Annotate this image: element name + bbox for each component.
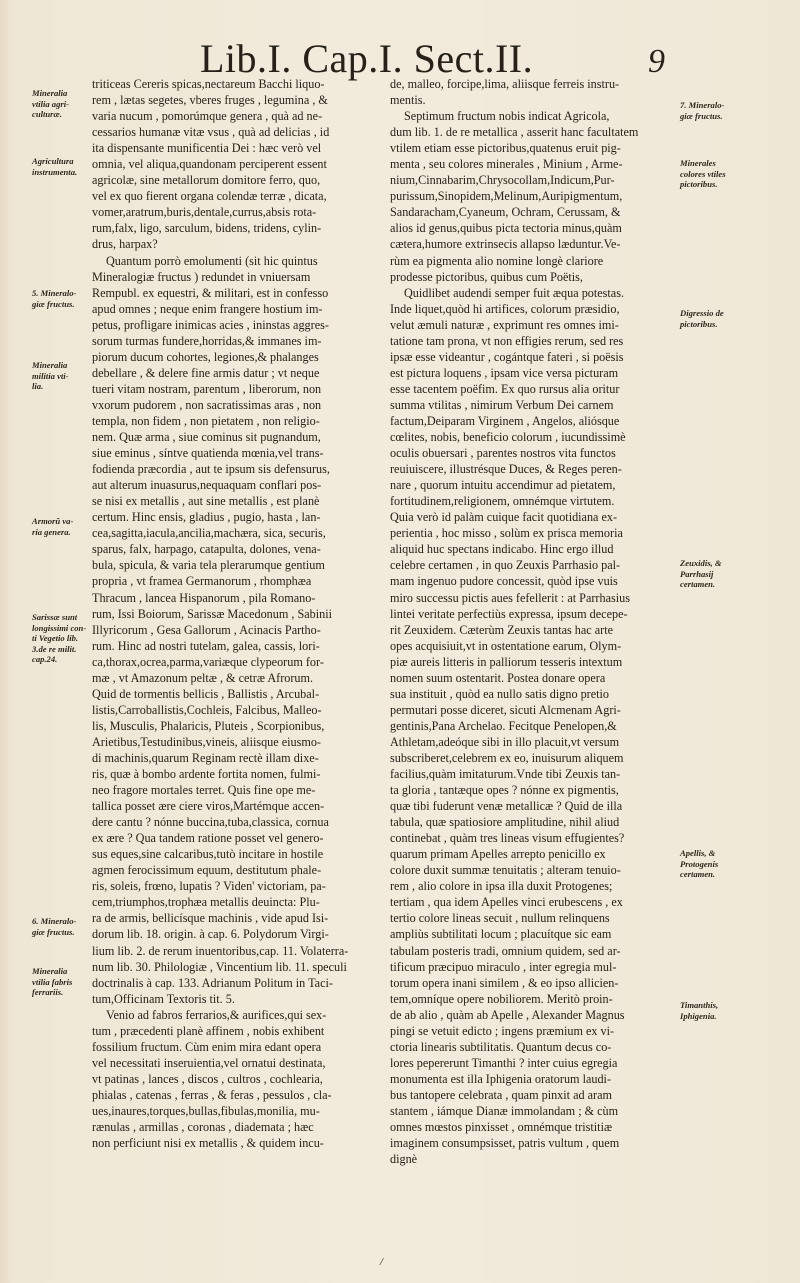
- text-line: ris, soleis, frœno, lupatis ? Viden' victoriam, pa-: [92, 879, 326, 894]
- margin-note-line: militia vti-: [32, 370, 69, 381]
- catchword-mark: /: [380, 1256, 384, 1268]
- text-line: sorum turmas fundere,horridas,& immanes im-: [92, 333, 322, 348]
- margin-note-line: Zeuxidis, &: [680, 558, 722, 568]
- text-line: quæ tibi fuderunt venæ metallicæ ? Quid de illa: [390, 799, 623, 814]
- text-line: vt patinas , lances , discos , cultros , cochlearia,: [92, 1071, 323, 1086]
- text-line: Venio ad fabros ferrarios,& aurifices,qui sex-: [106, 1007, 327, 1022]
- text-line: ampliùs subtilitati locum ; placuítque sic eam: [390, 927, 612, 942]
- margin-note-line: ferrariis.: [32, 987, 64, 998]
- margin-note-line: 3.de re milit.: [32, 643, 77, 654]
- margin-note-line: pictoribus.: [680, 318, 718, 329]
- text-line: certum. Hinc ensis, gladius , pugio, hasta , lan-: [92, 510, 321, 525]
- text-line: summa vtilitas , nimirum Verbum Dei carnem: [390, 397, 614, 412]
- text-line: subscriberet,celebrem ex eo, inuisurum aliquem: [390, 750, 624, 765]
- text-line: fortitudinem,religionem, omnémque virtutem.: [390, 494, 615, 509]
- text-line: vel ex quo fierent organa colendæ terræ , dicata,: [92, 189, 327, 204]
- text-line: torum opera inani similem , & eo ipso allicien-: [390, 975, 619, 990]
- text-line: miro successu pictis aues fefellerit : at Parrhasius: [390, 590, 630, 605]
- text-line: tallica posset ære ciere viros,Martémque accen-: [92, 799, 325, 814]
- margin-note-line: Digressio de: [680, 308, 724, 318]
- margin-note-mn-r1: [680, 100, 746, 121]
- text-line: permutari posse diceret, sicuti Alcmenam Agri-: [390, 702, 621, 717]
- text-line: ex ære ? Qua tandem ratione posset vel genero-: [92, 831, 324, 846]
- margin-note-line: Parrhasij: [680, 568, 714, 579]
- text-line: ctoria linearis subtilitatis. Quantum decus co-: [390, 1039, 612, 1054]
- text-line: vomer,aratrum,buris,dentale,currus,absis rota-: [92, 205, 317, 220]
- margin-note-mn-l1: [32, 88, 90, 120]
- margin-note-line: Apellis, &: [680, 848, 716, 858]
- text-line: nium,Cinnabarim,Chrysocollam,Indicum,Pur-: [390, 173, 615, 188]
- margin-note-line: 7. Mineralo-: [680, 100, 725, 110]
- margin-note-line: Protogenis: [680, 858, 719, 869]
- text-line: prodesse pictoribus, quibus cum Poëtis,: [390, 269, 583, 284]
- text-line: tabulam posteris tradi, omnium quidem, sed ar-: [390, 943, 621, 958]
- text-line: ues,inaures,torques,bullas,fibulas,monilia, mu-: [92, 1104, 320, 1118]
- margin-note-line: certamen.: [680, 579, 716, 590]
- text-line: listis,Carroballistis,Cochleis, Falcibus, Malleo-: [92, 702, 322, 717]
- text-line: fossilium fructum. Cùm enim mira edant opera: [92, 1039, 322, 1054]
- text-line: sparus, falx, harpago, catapulta, dolones, vena-: [92, 542, 321, 557]
- text-line: monumenta est illa Iphigenia oratorum laudi-: [390, 1071, 612, 1086]
- text-line: dignè: [390, 1152, 418, 1167]
- margin-note-line: pictoribus.: [680, 179, 718, 190]
- text-line: fodienda præcordia , aut te ipsum sis defensurus,: [92, 462, 330, 477]
- margin-note-line: giæ fructus.: [32, 298, 75, 309]
- text-line: Quantum porrò emolumenti (sit hic quintus: [106, 253, 318, 268]
- text-line: cessarios humanæ vitæ vsus , quà ad delicias , id: [92, 125, 330, 140]
- text-line: aut alterum inuasurus,nequaquam conflari pos-: [92, 478, 322, 493]
- text-line: drus, harpax?: [92, 237, 158, 252]
- text-line: tertiam , qua idem Apelles vinci erubescens , ex: [390, 895, 623, 910]
- text-line: piæ aureis litteris in palliorum tesseris intextum: [390, 654, 623, 669]
- text-line: factum,Deiparam Virginem , Angelos, aliósque: [390, 413, 620, 428]
- text-line: est pictura loquens , ipsam vice versa picturam: [390, 365, 619, 380]
- text-line: celebre certamen , in quo Zeuxis Parrhasio pal-: [390, 558, 621, 573]
- text-line: aliquid huc spectans indicabo. Hinc ergo illud: [390, 542, 614, 557]
- text-line: nem. Quæ arma , siue cominus sit pugnandum,: [92, 430, 321, 445]
- text-line: sua instituit , quòd ea nullo satis digno pretio: [390, 686, 610, 701]
- text-line: perientia , hoc misso , solùm ex prisca memoria: [390, 526, 623, 541]
- text-line: de ab alio , quàm ab Apelle , Alexander Magnus: [390, 1007, 625, 1022]
- text-line: se nisi ex metallis , aut sine metallis , est planè: [92, 494, 320, 509]
- margin-note-mn-r3: [680, 308, 746, 329]
- text-line: ita dispensante munificentia Dei : hæc verò vel: [92, 141, 322, 156]
- text-line: lores pepererunt Timanthi ? inter cuius egregia: [390, 1055, 618, 1070]
- text-line: Septimum fructum nobis indicat Agricola,: [404, 109, 610, 124]
- margin-note-line: lia.: [32, 381, 44, 392]
- margin-note-mn-r6: [680, 1000, 746, 1021]
- text-line: Quia verò id palàm cuique facit quotidiana ex-: [390, 510, 618, 525]
- text-line: agmen ferocissimum equum, destitutum phale-: [92, 863, 322, 878]
- text-line: doctrinalis à cap. 133. Adrianum Politum in Taci-: [92, 975, 333, 990]
- text-line: debellare , & delere fine armis datur ; vt neque: [92, 365, 320, 380]
- margin-note-line: 6. Mineralo-: [32, 916, 77, 926]
- text-line: varia nucum , pomorúmque genera , quà ad ne-: [92, 109, 323, 124]
- text-line: quarum primam Apelles arrepto penicillo ex: [390, 847, 606, 862]
- text-line: ca,thorax,ocrea,parma,variæque clypeorum for-: [92, 654, 324, 669]
- margin-note-mn-l7: [32, 916, 90, 937]
- margin-note-line: Mineralia: [32, 966, 68, 976]
- right-text-column: [390, 76, 675, 1167]
- margin-note-mn-l8: [32, 966, 90, 998]
- text-line: bus tantopere celebrata , quam pinxit ad aram: [390, 1087, 612, 1102]
- text-line: omnia, vel aliqua,quandonam perciperent essent: [92, 157, 327, 172]
- text-line: tatione tam prona, vt non effigies rerum, sed res: [390, 333, 624, 348]
- margin-note-line: Iphigenia.: [680, 1010, 717, 1021]
- text-line: dere cantu ? nónne buccina,tuba,classica, cornua: [92, 815, 329, 830]
- text-line: tificum præcipuo miraculo , inter egregia mul-: [390, 959, 617, 974]
- text-line: lintei veritate perfectiùs expressa, ipsum decepe-: [390, 606, 628, 621]
- margin-note-line: cap.24.: [32, 654, 58, 665]
- text-line: continebat , quàm tres lineas visum effugientes?: [390, 831, 625, 846]
- page-number: 9: [648, 43, 665, 80]
- text-line: purissum,Sinopidem,Melinum,Auripigmentum,: [390, 189, 623, 204]
- text-line: rum. Hinc ad nostri tutelam, galea, cassis, lori-: [92, 638, 320, 653]
- margin-note-line: Minerales: [680, 158, 716, 168]
- text-line: Thracum , lancea Hispanorum , pila Romano-: [92, 590, 316, 605]
- text-line: pingi se vetuit edicto ; ingens præmium ex vi-: [390, 1023, 615, 1038]
- margin-note-mn-l5: [32, 516, 90, 537]
- text-line: omnes mœstos pinxisset , omnémque tristitiæ: [390, 1120, 613, 1135]
- text-line: mæ , vt Amazonum peltæ , & cetræ Afrorum.: [92, 670, 314, 685]
- margin-note-line: Mineralia: [32, 360, 68, 370]
- text-line: ris, quæ à bombo ardente fortita nomen, fulmi-: [92, 767, 321, 782]
- text-line: rum, Issi Boiorum, Sarissæ Macedonum , Sabinii: [92, 606, 333, 621]
- text-line: nare , quorum intuitu accendimur ad pietatem,: [390, 478, 616, 493]
- margin-note-line: vtilia fabris: [32, 976, 73, 987]
- text-line: cem,triumphos,trophæa metallis deuincta: Plu-: [92, 895, 320, 910]
- text-line: sus eques,sine calcaribus,tutò incitare in hostile: [92, 847, 324, 862]
- text-line: vtilem etiam esse pictoribus,quatenus eruit pig-: [390, 141, 621, 156]
- text-line: di machinis,quarum Reginam rectè illam dixe-: [92, 750, 319, 765]
- margin-note-mn-l6: [32, 612, 90, 665]
- text-line: mentis.: [390, 93, 426, 108]
- text-line: Inde liquet,quòd hi artifices, colorum præsidio,: [390, 301, 620, 316]
- text-line: Athletam,adeóque sibi in illo placuit,vt versum: [390, 734, 620, 749]
- text-line: stantem , iámque Dianæ immolandam ; & cùm: [390, 1104, 619, 1118]
- text-line: ta gloria , tantæque opes ? nónne ex pigmentis,: [390, 783, 619, 798]
- text-line: tertio colore lineas secuit , nullum relinquens: [390, 911, 610, 926]
- text-line: opes acquisiuit,vt in ostentatione earum, Olym-: [390, 638, 622, 653]
- text-line: templa, non fidem , non pietatem , non religio-: [92, 413, 320, 428]
- text-line: tem,omníque opere nobiliorem. Meritò proin-: [390, 991, 613, 1006]
- text-line: rit Zeuxidem. Cæterùm Zeuxis tantas hac arte: [390, 622, 614, 637]
- text-line: phialas , catenas , ferras , & feras , pessulos , cla-: [92, 1087, 332, 1102]
- text-line: rùm ea pigmenta alio nomine longè clariore: [390, 253, 604, 268]
- text-line: Quidlibet audendi semper fuit æqua potestas.: [404, 285, 625, 300]
- text-line: Sandaracham,Cyaneum, Ochram, Cerussam, &: [390, 205, 621, 220]
- text-line: non perficiunt nisi ex metallis , & quidem incu-: [92, 1136, 324, 1151]
- text-line: dorum lib. 18. origin. à cap. 6. Polydorum Virgi-: [92, 927, 329, 942]
- margin-note-line: Mineralia: [32, 88, 68, 98]
- text-line: Arietibus,Testudinibus,vineis, aliisque eiusmo-: [92, 734, 321, 749]
- text-line: Illyricorum , Gesa Gallorum , Acinacis Partho-: [92, 622, 321, 637]
- margin-note-line: vtilia agri-: [32, 98, 69, 109]
- margin-note-line: Timanthis,: [680, 1000, 719, 1010]
- margin-note-line: Armorũ va-: [32, 516, 74, 526]
- text-line: vxorum pudorem , non sacratissimas aras , non: [92, 397, 322, 412]
- margin-note-mn-r5: [680, 848, 746, 880]
- text-line: piorum ducum cohortes, legiones,& phalanges: [92, 349, 319, 364]
- margin-note-line: Agricultura: [32, 156, 74, 166]
- text-line: apud omnes ; neque enim frangere hostium im-: [92, 301, 323, 316]
- text-line: tum,Officinam Textoris tit. 5.: [92, 991, 235, 1006]
- margin-note-line: ria genera.: [32, 526, 71, 537]
- margin-note-line: longissimi con-: [32, 622, 87, 633]
- margin-note-mn-l4: [32, 360, 90, 392]
- text-line: alios id genus,quibus picta tectoria minus,quàm: [390, 221, 622, 236]
- text-line: propria , vt framea Germanorum , rhomphæa: [92, 574, 312, 589]
- text-line: tueri vitam nostram, parentum , liberorum, non: [92, 381, 322, 396]
- margin-note-line: Sarissæ sunt: [32, 612, 78, 622]
- margin-note-mn-r2: [680, 158, 746, 190]
- margin-note-line: giæ fructus.: [32, 926, 75, 937]
- text-line: agricolæ, sine metallorum domitore ferro, quo,: [92, 173, 321, 188]
- text-line: tabula, quæ spatiosiore amplitudine, nihil aliud: [390, 815, 620, 830]
- margin-note-mn-r4: [680, 558, 746, 590]
- text-line: siue eminus , síntve quatienda mœnia,vel trans-: [92, 446, 324, 461]
- margin-note-line: colores vtiles: [680, 168, 726, 179]
- text-line: menta , seu colores minerales , Minium , Arme-: [390, 157, 623, 172]
- text-line: Rempubl. ex equestri, & militari, est in confesso: [92, 285, 329, 300]
- text-line: facilius,quàm imitaturum.Vnde tibi Zeuxis tan-: [390, 767, 621, 782]
- margin-note-line: giæ fructus.: [680, 110, 723, 121]
- text-line: velut æmuli naturæ , exprimunt res omnes imi-: [390, 317, 619, 332]
- text-line: cea,sagitta,iacula,ancilia,machæra, sica, securis,: [92, 526, 326, 541]
- text-line: petus, profligare inimicas acies , ininstas aggres-: [92, 317, 329, 332]
- text-line: cœlites, nobis, beneficio colorum , iucundissimè: [390, 430, 626, 445]
- margin-note-line: 5. Mineralo-: [32, 288, 77, 298]
- text-line: triticeas Cereris spicas,nectareum Bacchi liquo-: [92, 77, 325, 91]
- text-line: lis, Musculis, Phalaricis, Pluteis , Scorpionibus,: [92, 718, 325, 733]
- margin-note-mn-l3: [32, 288, 90, 309]
- text-line: num lib. 30. Philologiæ , Vincentium lib. 11. speculi: [92, 959, 347, 974]
- text-line: cætera,humore extrinsecis allapso læduntur.Ve-: [390, 237, 621, 252]
- text-line: gentinis,Pana Archelao. Fecitque Penelopen,&: [390, 718, 617, 733]
- text-line: tum , præcedenti planè affinem , nobis exhibent: [92, 1023, 325, 1038]
- text-line: de, malleo, forcipe,lima, aliisque ferreis instru-: [390, 77, 620, 91]
- text-line: neo fragore mortales terret. Quis fine ope me-: [92, 783, 316, 798]
- text-line: Quid de tormentis bellicis , Ballistis , Arcubal-: [92, 686, 320, 701]
- text-line: esse tacentem poëfim. Ex quo rursus alia oritur: [390, 381, 620, 396]
- text-line: vel necessitati inseruientia,vel ornatui destinata,: [92, 1055, 326, 1070]
- text-line: dum lib. 1. de re metallica , asserit hanc facultatem: [390, 125, 639, 140]
- margin-note-mn-l2: [32, 156, 90, 177]
- text-line: colore duxit summæ tenuitatis ; alteram tenuio-: [390, 863, 621, 878]
- text-line: rem , alio colore in ipsa illa duxit Protogenes;: [390, 879, 613, 894]
- text-line: nomen suum ostentarit. Postea donare opera: [390, 670, 606, 685]
- text-line: rum,falx, ligo, sarculum, bidens, tridens, cylin-: [92, 221, 322, 236]
- text-line: rem , lætas segetes, vberes fruges , legumina , &: [92, 93, 328, 108]
- text-line: mam ingenuo pudore concessit, quòd ipse vuis: [390, 574, 618, 589]
- text-line: ipsæ esse videantur , cogántque fateri , si poësis: [390, 349, 624, 364]
- text-line: ra de armis, bellicísque machinis , vide apud Isi-: [92, 911, 329, 926]
- margin-note-line: instrumenta.: [32, 166, 78, 177]
- text-line: imaginem consumpsisset, patris vultum , quem: [390, 1136, 620, 1151]
- left-text-column: [92, 76, 388, 1151]
- text-line: oculis obuersari , parentes nostros vita functos: [390, 446, 616, 461]
- text-line: rænulas , armillas , coronas , diademata ; hæc: [92, 1120, 314, 1135]
- text-line: Mineralogiæ fructus ) redundet in vniuersam: [92, 269, 311, 284]
- text-line: bula, spicula, & varia tela plerarumque gentium: [92, 558, 325, 573]
- running-head: Lib.I. Cap.I. Sect.II.: [200, 36, 534, 81]
- margin-note-line: certamen.: [680, 869, 716, 880]
- margin-note-line: ti Vegetio lib.: [32, 633, 79, 644]
- text-line: lium lib. 2. de rerum inuentoribus,cap. 11. Volaterra-: [92, 943, 349, 958]
- margin-note-line: culturæ.: [32, 109, 62, 120]
- text-line: reuiuiscere, illustrésque Duces, & Reges peren-: [390, 462, 622, 477]
